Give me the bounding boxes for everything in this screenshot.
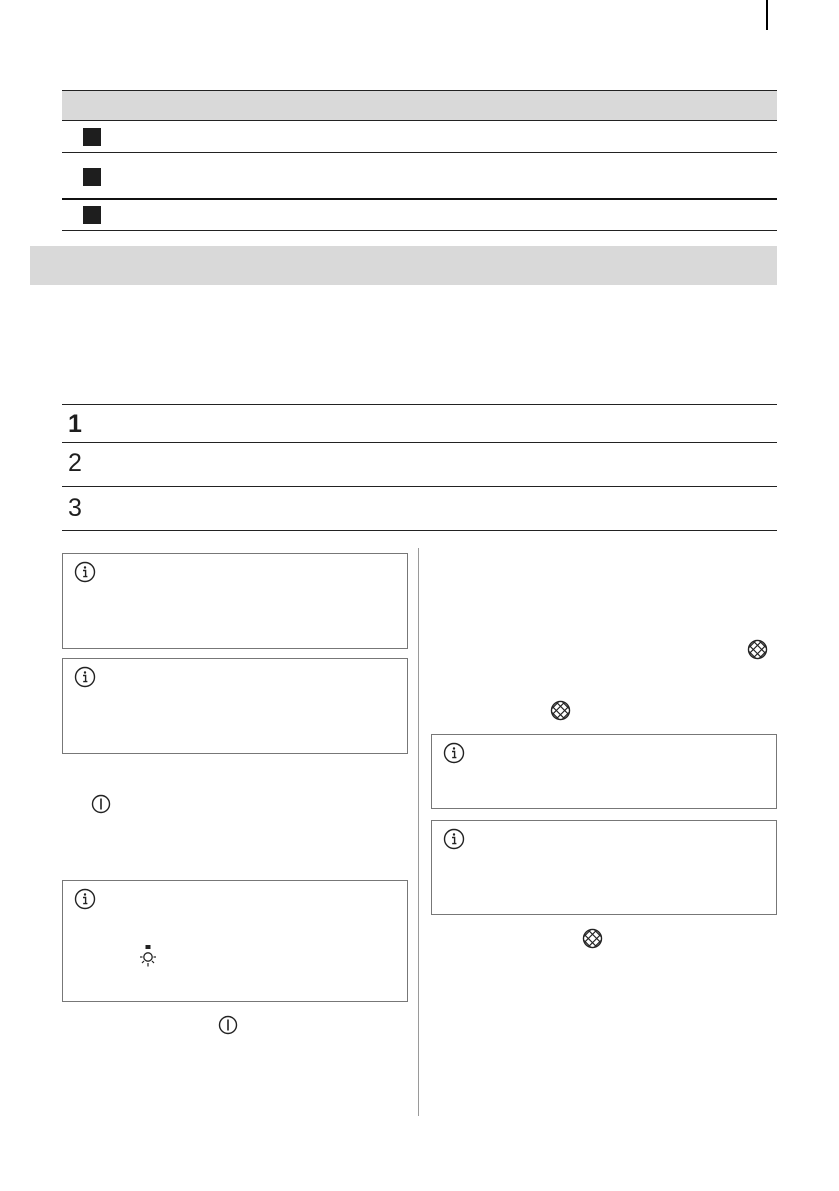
power-icon — [218, 1015, 238, 1035]
info-note — [431, 734, 777, 809]
row-number: 3 — [68, 494, 82, 522]
fan-grid-icon — [747, 639, 768, 660]
table-row — [62, 404, 777, 442]
light-icon — [137, 944, 159, 968]
row-number: 1 — [68, 410, 82, 438]
info-icon — [74, 666, 96, 688]
legend-table-header — [62, 90, 777, 121]
section-heading-bar — [30, 246, 777, 285]
info-note — [62, 880, 408, 1002]
table-row — [62, 121, 777, 153]
table-row — [62, 442, 777, 486]
info-note — [62, 658, 408, 754]
info-icon — [74, 888, 96, 910]
info-icon — [74, 561, 96, 583]
table-row — [62, 486, 777, 531]
row-number: 2 — [68, 449, 82, 477]
column-divider — [418, 548, 419, 1116]
square-marker-icon — [83, 206, 101, 224]
info-icon — [443, 828, 465, 850]
table-row — [62, 200, 777, 231]
table-row — [62, 153, 777, 200]
power-icon — [91, 794, 111, 814]
info-note — [62, 553, 408, 649]
info-icon — [443, 742, 465, 764]
square-marker-icon — [83, 128, 101, 146]
page-corner-mark — [766, 0, 768, 30]
square-marker-icon — [83, 168, 101, 186]
fan-grid-icon — [550, 700, 571, 721]
fan-grid-icon — [582, 928, 603, 949]
info-note — [431, 820, 777, 915]
